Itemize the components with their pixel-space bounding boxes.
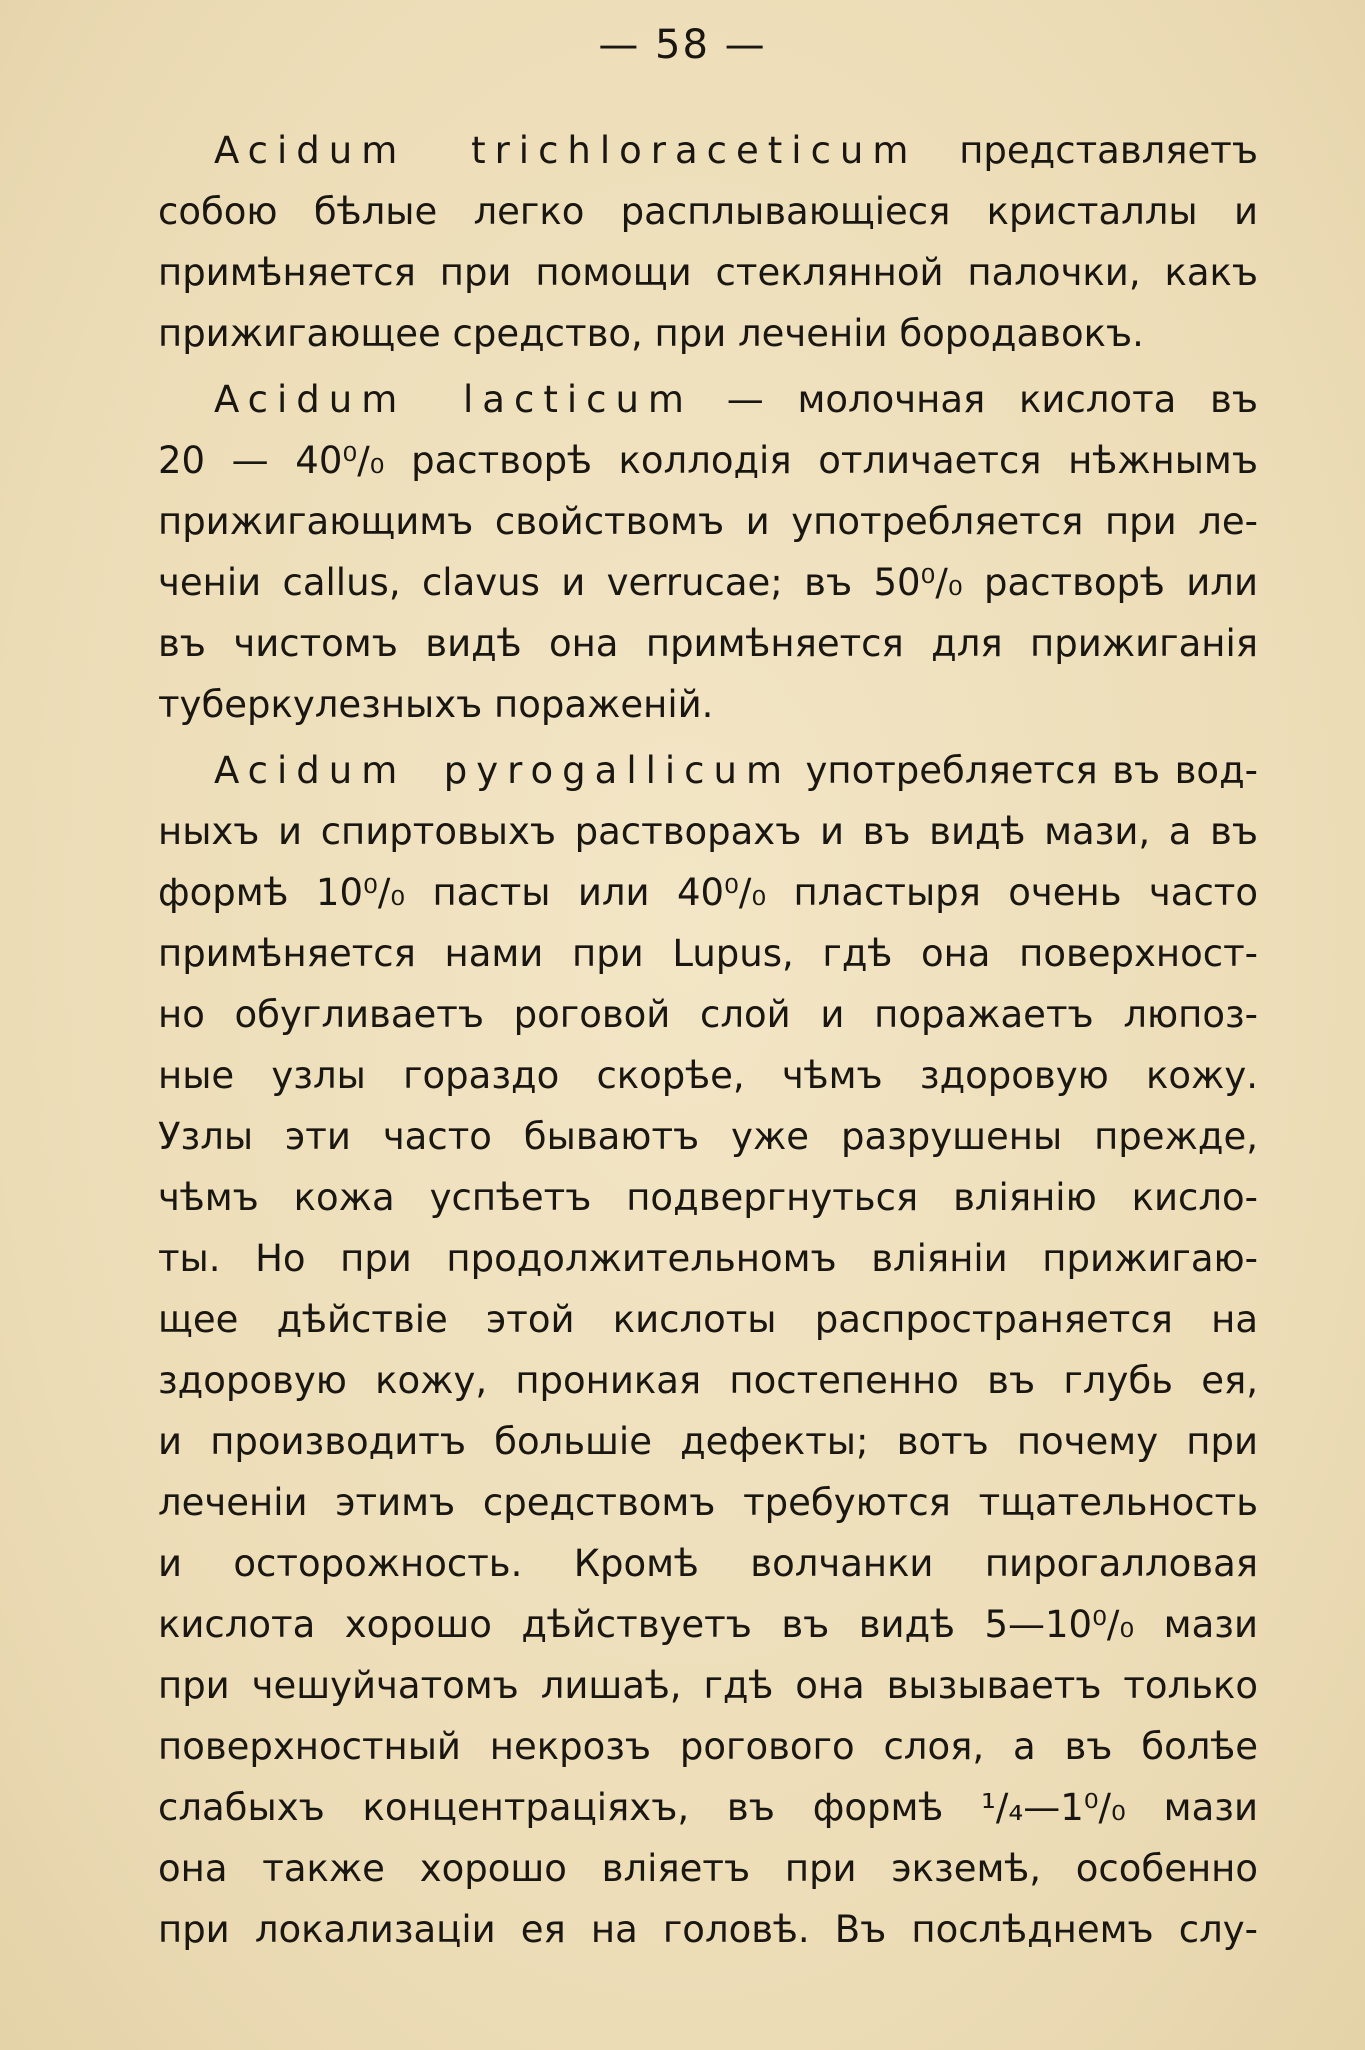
text-line: при чешуйчатомъ лишаѣ, гдѣ она вызываетъ только [158, 1664, 1258, 1707]
latin-term: Acidum trichloraceticum [214, 129, 918, 172]
latin-term: Acidum pyrogallicum [214, 749, 792, 792]
text-line: въ чистомъ видѣ она примѣняется для прижиганія [158, 622, 1258, 665]
text-line: она также хорошо вліяетъ при экземѣ, особенно [158, 1847, 1258, 1890]
text-line: прижигающимъ свойствомъ и употребляется при ле- [158, 500, 1258, 543]
text-line: здоровую кожу, проникая постепенно въ глубь ея, [158, 1359, 1258, 1402]
text-line: Acidum lacticum — молочная кислота въ [214, 378, 1259, 421]
text-line: прижигающее средство, при леченіи бородавокъ. [158, 312, 1144, 355]
paragraph-trichloracetic [158, 120, 1258, 364]
text-line: кислота хорошо дѣйствуетъ въ видѣ 5—10⁰/₀ мази [158, 1603, 1258, 1646]
page-number: — 58 — [598, 22, 767, 68]
text-line: примѣняется нами при Lupus, гдѣ она поверхност- [158, 932, 1258, 975]
text-line: ные узлы гораздо скорѣе, чѣмъ здоровую кожу. [158, 1054, 1258, 1097]
text-line: туберкулезныхъ пораженій. [158, 683, 714, 726]
text-line: чѣмъ кожа успѣетъ подвергнуться вліянію кисло- [158, 1176, 1258, 1219]
text-line: щее дѣйствіе этой кислоты распространяется на [158, 1298, 1258, 1341]
text-line: примѣняется при помощи стеклянной палочки, какъ [158, 251, 1258, 294]
text-line: Acidum pyrogallicum употребляется въ вод- [214, 749, 1258, 792]
text-line: Acidum trichloraceticum представляетъ [214, 129, 1258, 172]
text-line: Узлы эти часто бываютъ уже разрушены прежде, [158, 1115, 1258, 1158]
latin-term: Acidum lacticum [214, 378, 693, 421]
text-line: при локализаціи ея на головѣ. Въ послѣднемъ слу- [158, 1908, 1258, 1951]
page-text [158, 120, 1258, 1960]
text-line: поверхностный некрозъ рогового слоя, а въ болѣе [158, 1725, 1258, 1768]
text-line: и осторожность. Кромѣ волчанки пирогалловая [158, 1542, 1258, 1585]
text-line: собою бѣлые легко расплывающіеся кристаллы и [158, 190, 1258, 233]
text-line: леченіи этимъ средствомъ требуются тщательность [158, 1481, 1258, 1524]
text-line: слабыхъ концентраціяхъ, въ формѣ ¹/₄—1⁰/₀ мази [158, 1786, 1258, 1829]
text-line: ченіи callus, clavus и verrucae; въ 50⁰/₀ растворѣ или [158, 561, 1258, 604]
paragraph-pyrogallic [158, 740, 1258, 1960]
text-line: ты. Но при продолжительномъ вліяніи прижигаю- [158, 1237, 1258, 1280]
text-line: но обугливаетъ роговой слой и поражаетъ люпоз- [158, 993, 1258, 1036]
text-line: и производитъ большіе дефекты; вотъ почему при [158, 1420, 1258, 1463]
paragraph-lactic [158, 369, 1258, 735]
text-line: формѣ 10⁰/₀ пасты или 40⁰/₀ пластыря очень часто [158, 871, 1258, 914]
text-line: 20 — 40⁰/₀ растворѣ коллодія отличается нѣжнымъ [158, 439, 1258, 482]
text-line: ныхъ и спиртовыхъ растворахъ и въ видѣ мази, а въ [158, 810, 1258, 853]
